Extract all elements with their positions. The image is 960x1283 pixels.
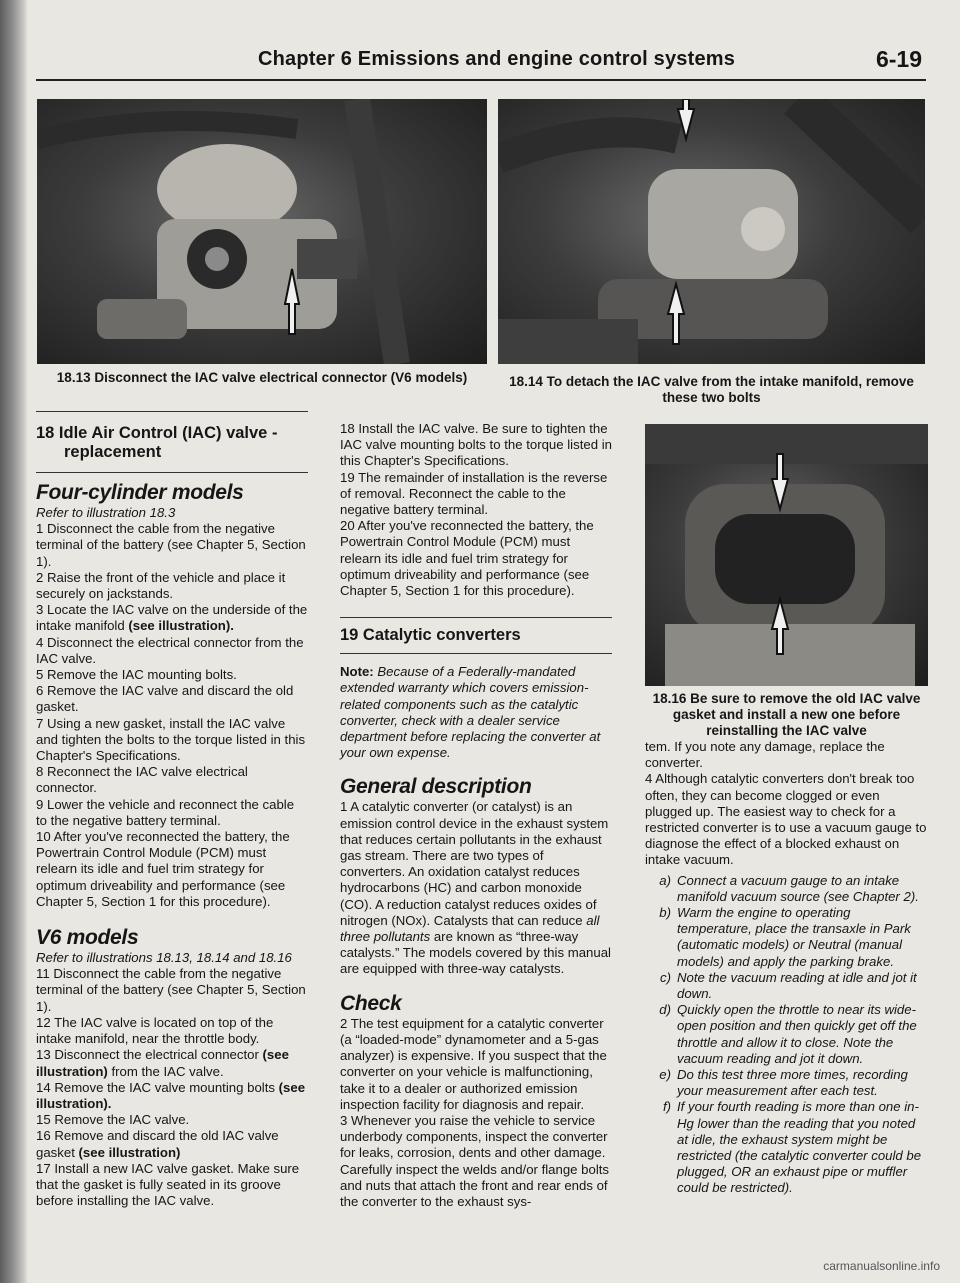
list-marker: d) (659, 1002, 671, 1018)
illustration-reference: Refer to illustration 18.3 (36, 505, 176, 520)
list-item (645, 905, 928, 970)
list-marker: c) (660, 969, 671, 985)
subsection-heading: Check (340, 991, 402, 1015)
figure-18-13-caption (37, 370, 487, 386)
subsection-heading: V6 models (36, 926, 139, 950)
paragraph: 11 Disconnect the cable from the negative terminal of the battery (see Chapter 5, Section 1). (36, 966, 306, 1014)
list-marker: f) (662, 1099, 671, 1115)
paragraph: 1 Disconnect the cable from the negative terminal of the battery (see Chapter 5, Section 1). (36, 521, 306, 569)
note-label: Note: (340, 664, 374, 680)
paragraph (340, 799, 612, 977)
arrow-icon (678, 99, 694, 139)
page-number: 6-19 (875, 46, 922, 72)
illustration-reference: Refer to illustrations 18.13, 18.14 and 18.16 (36, 950, 292, 966)
note-text: Because of a Federally-mandated extended warranty which covers emission-related components such as the catalytic converter, check with a dealer service department before replacing the converter at your own expense. (340, 664, 601, 761)
figure-caption-line: reinstalling the IAC valve (706, 723, 867, 738)
paragraph: 12 The IAC valve is located on top of the intake manifold, near the throttle body. (36, 1014, 274, 1047)
paragraph: 2 The test equipment for a catalytic converter (a “loaded-mode” dynamometer and a 5-gas analyzer) is expensive. If you suspect that the converter on your vehicle is malfunctioning, take it to a dealer or authorized emission inspection facility for diagnosis and repair. (340, 1015, 607, 1112)
list-item-text: Connect a vacuum gauge to an intake manifold vacuum source (see Chapter 2). (677, 872, 919, 904)
list-item-text: If your fourth reading is more than one in-Hg lower than the reading that you noted at idle, the exhaust system might be restricted (the catalytic converter could be plugged, OR an exhaust pipe or muffler could be restricted). (677, 1099, 922, 1196)
section-heading: 19 Catalytic converters (340, 626, 521, 645)
paragraph (36, 1080, 308, 1112)
text-column-3 (645, 739, 928, 1197)
paragraph: 19 The remainder of installation is the reverse of removal. Reconnect the cable to the negative battery terminal. (340, 469, 608, 518)
paragraph-text: 1 A catalytic converter (or catalyst) is an emission control device in the exhaust system that reduces certain pollutants in the exhaust gas stream. There are two types of converters. An oxidation catalyst reduces hydrocarbons (HC) and carbon monoxide (CO). A reduction catalyst reduces oxides of nitrogen (NOx). Catalysts that can reduce (340, 799, 609, 928)
list-marker: e) (659, 1067, 671, 1083)
figure-18-14-photo (498, 99, 925, 364)
page-binding-shadow (0, 0, 28, 1283)
paragraph-text: all three pollutants (340, 912, 600, 945)
paragraph-text: 13 Disconnect the electrical connector (36, 1047, 263, 1063)
list-item-text: Note the vacuum reading at idle and jot it down. (677, 969, 917, 1002)
paragraph-text: are known as “three-way catalysts.” The models covered by this manual are equipped with three-way catalysts. (340, 929, 611, 977)
section-heading-line: 18 Idle Air Control (IAC) valve - (36, 424, 278, 442)
figure-caption-line: 18.14 To detach the IAC valve from the intake manifold, remove (509, 374, 914, 389)
paragraph-text: 14 Remove the IAC valve mounting bolts (36, 1079, 279, 1095)
illustration-link: (see illustration). (36, 1079, 306, 1111)
list-item (645, 970, 928, 1002)
paragraph: 4 Although catalytic converters don't break too often, they can become clogged or even plugged up. The easiest way to check for a restricted converter is to use a vacuum gauge to diagnose the effect of a blocked exhaust on intake vacuum. (645, 771, 927, 868)
illustration-link: (see illustration) (78, 1144, 181, 1160)
paragraph: 5 Remove the IAC mounting bolts. (36, 667, 237, 683)
paragraph: 18 Install the IAC valve. Be sure to tighten the IAC valve mounting bolts to the torque listed in this Chapter's Specifications. (340, 421, 612, 469)
paragraph: 20 After you've reconnected the battery, the Powertrain Control Module (PCM) must relearn its idle and fuel trim strategy for optimum driveability and performance (see Chapter 5, Section 1 for this procedure). (340, 518, 594, 599)
figure-caption-line: these two bolts (662, 390, 761, 405)
list-item-text: Quickly open the throttle to near its wide-open position and then quickly get off the throttle and allow it to close. Note the vacuum reading and jot it down. (677, 1002, 917, 1066)
list-marker: b) (659, 905, 671, 921)
list-item (645, 1002, 928, 1067)
paragraph-text: from the IAC valve. (107, 1063, 224, 1079)
section-rule (36, 411, 308, 412)
list-item (645, 1067, 928, 1099)
section-heading-line: replacement (64, 443, 162, 461)
paragraph: 3 Whenever you raise the vehicle to service underbody components, inspect the converter for leaks, corrosion, dents and other damage. Carefully inspect the welds and/or flange bolts and nuts that attach the front and rear ends of the converter to the exhaust sys- (340, 1112, 610, 1209)
list-item (645, 873, 928, 905)
paragraph: 8 Reconnect the IAC valve electrical connector. (36, 764, 248, 796)
paragraph (36, 602, 308, 634)
paragraph: 15 Remove the IAC valve. (36, 1112, 190, 1128)
section-heading (36, 424, 308, 462)
list-marker: a) (659, 872, 671, 888)
paragraph: 6 Remove the IAC valve and discard the old gasket. (36, 683, 294, 715)
section-rule (36, 472, 308, 473)
figure-caption-line: gasket and install a new one before (672, 707, 901, 722)
paragraph: 4 Disconnect the electrical connector from the IAC valve. (36, 634, 304, 666)
note-paragraph (340, 664, 612, 761)
text-column-1 (36, 411, 308, 1209)
subsection-heading: Four-cylinder models (36, 481, 244, 504)
paragraph: 9 Lower the vehicle and reconnect the cable to the negative battery terminal. (36, 796, 295, 828)
paragraph: 17 Install a new IAC valve gasket. Make sure that the gasket is fully seated in its groove before installing the IAC valve. (36, 1160, 300, 1209)
figure-18-16-photo (645, 424, 928, 686)
figure-18-13-photo (37, 99, 487, 364)
figure-18-16-caption (645, 691, 928, 739)
paragraph-text: 3 Locate the IAC valve on the underside of the intake manifold (36, 602, 308, 634)
subsection-heading: General description (340, 775, 532, 799)
chapter-title: Chapter 6 Emissions and engine control systems (258, 48, 736, 70)
section-rule (340, 653, 612, 654)
text-column-2 (340, 421, 612, 1210)
illustration-link: (see illustration) (36, 1047, 289, 1079)
figure-caption-line: 18.16 Be sure to remove the old IAC valve (652, 691, 921, 706)
paragraph: 7 Using a new gasket, install the IAC valve and tighten the bolts to the torque listed in this Chapter's Specifications. (36, 715, 306, 764)
list-item (645, 1099, 928, 1196)
figure-caption-text: 18.13 Disconnect the IAC valve electrical connector (V6 models) (56, 370, 468, 385)
paragraph (36, 1128, 308, 1160)
paragraph-text: 16 Remove and discard the old IAC valve gasket (36, 1128, 279, 1160)
illustration-link: (see illustration). (128, 618, 234, 634)
paragraph: 10 After you've reconnected the battery, the Powertrain Control Module (PCM) must relearn its idle and fuel trim strategy for optimum driveability and performance (see Chapter 5, Section 1 for this procedure). (36, 829, 290, 909)
header-rule (36, 79, 926, 81)
paragraph (36, 1047, 308, 1079)
list-item-text: Warm the engine to operating temperature, place the transaxle in Park (automatic models) or Neutral (manual models) and apply the parking brake. (677, 905, 911, 969)
paragraph: tem. If you note any damage, replace the converter. (645, 739, 885, 771)
list-item-text: Do this test three more times, recording your measurement after each test. (677, 1067, 908, 1099)
source-watermark: carmanualsonline.info (823, 1259, 940, 1273)
paragraph: 2 Raise the front of the vehicle and place it securely on jackstands. (36, 569, 286, 602)
figure-18-14-caption (498, 374, 925, 406)
section-rule (340, 617, 612, 618)
